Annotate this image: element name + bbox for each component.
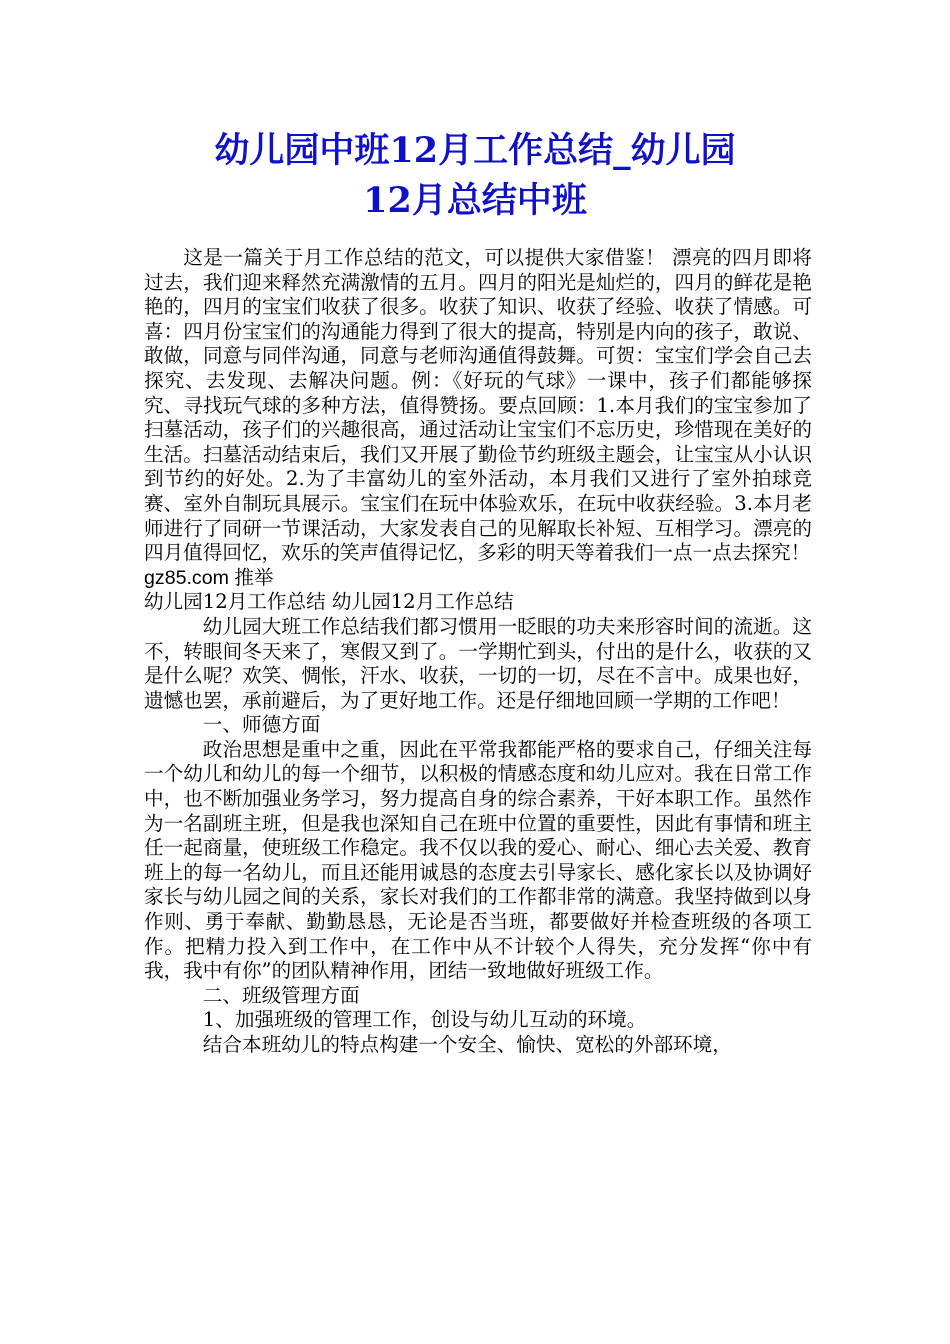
section-heading-ethics: 一、师德方面: [202, 713, 321, 737]
summary-paragraph-2: 政治思想是重中之重，因此在平常我都能严格的要求自己，仔细关注每一个幼儿和幼儿的每一个细节，以积极的情感态度和幼儿应对。我在日常工作中，也不断加强业务学习，努力提高自身的综合素养，干好本职工作。虽然作为一名副班主班，但是我也深知自己在班中位置的重要性，因此有事情和班主任一起商量，使班级工作稳定。我不仅以我的爱心、耐心、细心去关爱、教育班上的每一名幼儿，而且还能用诚恳的态度去引导家长、感化家长以及协调好家长与幼儿园之间的关系，家长对我们的工作都非常的满意。我坚持做到以身作则、勇于奉献、勤勤恳恳，无论是否当班，都要做好并检查班级的各项工作。把精力投入到工作中，在工作中从不计较个人得失，充分发挥“你中有我，我中有你”的团队精神作用，团结一致地做好班级工作。: [144, 737, 812, 983]
title-line-2: 12月总结中班: [363, 180, 587, 221]
related-titles-line: 幼儿园12月工作总结 幼儿园12月工作总结: [144, 590, 514, 614]
title-line-1: 幼儿园中班12月工作总结_幼儿园: [214, 130, 736, 171]
document-title: [120, 126, 830, 226]
document-body: [144, 246, 812, 1058]
summary-paragraph-1: 幼儿园大班工作总结我们都习惯用一眨眼的功夫来形容时间的流逝。这不，转眼间冬天来了，寒假又到了。一学期忙到头，付出的是什么，收获的又是什么呢？欢笑、惆怅，汗水、收获，一切的一切，尽在不言中。成果也好，遗憾也罢，承前避后，为了更好地工作。还是仔细地回顾一学期的工作吧！: [144, 614, 812, 712]
sub-item-1: 1、加强班级的管理工作，创设与幼儿互动的环境。: [202, 1008, 647, 1032]
summary-paragraph-3: 结合本班幼儿的特点构建一个安全、愉快、宽松的外部环境，: [202, 1033, 732, 1056]
intro-paragraph: 这是一篇关于月工作总结的范文，可以提供大家借鉴！ 漂亮的四月即将过去，我们迎来释然充满激情的五月。四月的阳光是灿烂的，四月的鲜花是艳艳的，四月的宝宝们收获了很多。收获了知识、收获了经验、收获了情感。可喜：四月份宝宝们的沟通能力得到了很大的提高，特别是内向的孩子，敢说、敢做，同意与同伴沟通，同意与老师沟通值得鼓舞。可贺：宝宝们学会自己去探究、去发现、去解决问题。例：《好玩的气球》一课中，孩子们都能够探究、寻找玩气球的多种方法，值得赞扬。要点回顾：1.本月我们的宝宝参加了扫墓活动，孩子们的兴趣很高，通过活动让宝宝们不忘历史，珍惜现在美好的生活。扫墓活动结束后，我们又开展了勤俭节约班级主题会，让宝宝从小认识到节约的好处。2.为了丰富幼儿的室外活动，本月我们又进行了室外拍球竞赛、室外自制玩具展示。宝宝们在玩中体验欢乐，在玩中收获经验。3.本月老师进行了同研一节课活动，大家发表自己的见解取长补短、互相学习。漂亮的四月值得回忆，欢乐的笑声值得记忆，多彩的明天等着我们一点一点去探究！: [144, 246, 812, 565]
section-heading-class-management: 二、班级管理方面: [202, 983, 360, 1007]
recommend-line: gz85.com 推举: [144, 566, 274, 589]
